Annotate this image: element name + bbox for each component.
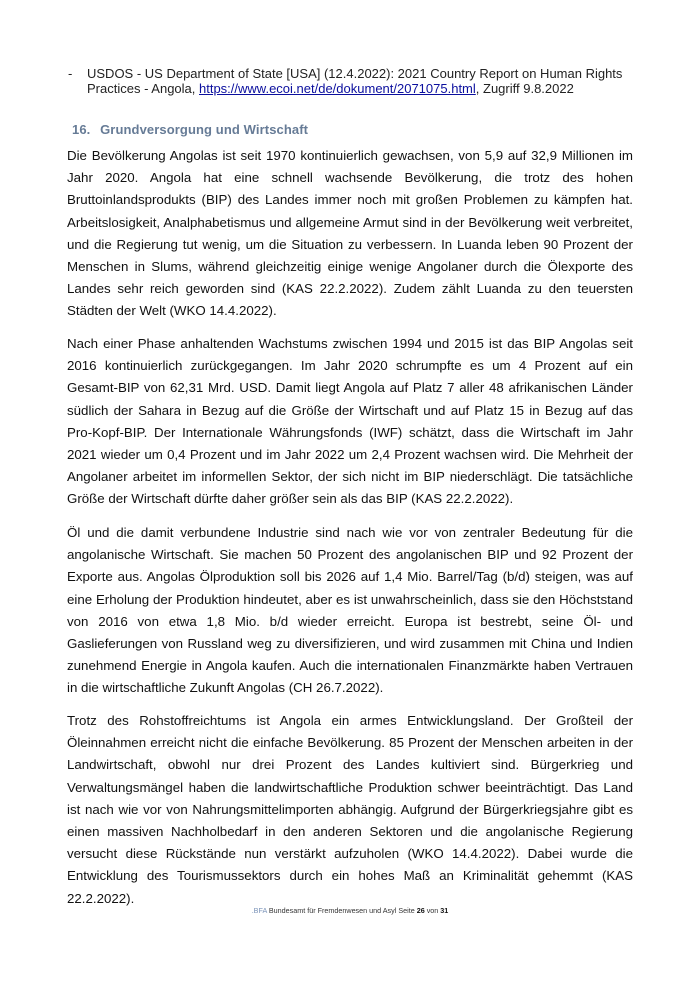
list-bullet: - bbox=[68, 66, 73, 81]
page-number-separator: von bbox=[424, 906, 441, 915]
source-citation: USDOS - US Department of State [USA] (12.4.2022): 2021 Country Report on Human Rights Practices - Angola, bbox=[87, 66, 623, 96]
footer-org-text: Bundesamt für Fremdenwesen und Asyl Seite bbox=[266, 906, 417, 915]
page-number-current: 26 bbox=[416, 906, 425, 915]
body-paragraph: Trotz des Rohstoffreichtums ist Angola ein armes Entwicklungsland. Der Großteil der Öleinnahmen erreicht nicht die einfache Bevölkerung. 85 Prozent der Menschen arbeiten in der Landwirtschaft, obwohl nur drei Prozent des Landes kultiviert sind. Bürgerkrieg und Verwaltungsmängel haben die landwirtschaftliche Produktion schwer beeinträchtigt. Das Land ist nach wie vor von Nahrungsmittelimporten abhängig. Aufgrund der Bürgerkriegsjahre gibt es einen massiven Nachholbedarf in den anderen Sektoren und die angolanische Regierung versucht diese Rückstände nun verstärkt aufzuholen (WKO 14.4.2022). Dabei wurde die Entwicklung des Tourismussektors durch ein hohes Maß an Kriminalität gehemmt (KAS 22.2.2022). bbox=[67, 713, 633, 906]
bfa-logo: .BFA bbox=[251, 906, 267, 915]
source-list bbox=[68, 66, 638, 96]
source-item bbox=[68, 66, 638, 96]
body-paragraph: Öl und die damit verbundene Industrie sind nach wie vor von zentraler Bedeutung für die angolanische Wirtschaft. Sie machen 50 Prozent des angolanischen BIP und 92 Prozent der Exporte aus. Angolas Ölproduktion soll bis 2026 auf 1,4 Mio. Barrel/Tag (b/d) steigen, was auf eine Erholung der Produktion hindeutet, aber es ist unwahrscheinlich, dass sie den Höchststand von 2016 von etwa 1,8 Mio. b/d wieder erreicht. Europa ist bestrebt, seine Öl- und Gaslieferungen von Russland weg zu diversifizieren, und wird zusammen mit China und Indien zunehmend Energie in Angola kaufen. Auch die internationalen Finanzmärkte haben Vertrauen in die wirtschaftliche Zukunft Angolas (CH 26.7.2022). bbox=[67, 525, 633, 696]
body-paragraph: Die Bevölkerung Angolas ist seit 1970 kontinuierlich gewachsen, von 5,9 auf 32,9 Millionen im Jahr 2020. Angola hat eine schnell wachsende Bevölkerung, die trotz des hohen Bruttoinlandsprodukts (BIP) des Landes immer noch mit großen Problemen zu kämpfen hat. Arbeitslosigkeit, Analphabetismus und allgemeine Armut sind in der Bevölkerung weit verbreitet, und die Regierung tut wenig, um die Situation zu verbessern. In Luanda leben 90 Prozent der Menschen in Slums, während gleichzeitig einige wenige Angolaner durch die Ölexporte des Landes sehr reich geworden sind (KAS 22.2.2022). Zudem zählt Luanda zu den teuersten Städten der Welt (WKO 14.4.2022). bbox=[67, 148, 633, 319]
page-number-total: 31 bbox=[440, 906, 449, 915]
section-title: Grundversorgung und Wirtschaft bbox=[100, 122, 309, 137]
section-number: 16. bbox=[72, 122, 91, 137]
section-heading bbox=[72, 122, 308, 137]
source-link[interactable]: https://www.ecoi.net/de/dokument/2071075.html bbox=[199, 81, 476, 96]
source-access-date: , Zugriff 9.8.2022 bbox=[475, 81, 574, 96]
body-paragraph: Nach einer Phase anhaltenden Wachstums zwischen 1994 und 2015 ist das BIP Angolas seit 2016 kontinuierlich zurückgegangen. Im Jahr 2020 schrumpfte es um 4 Prozent auf ein Gesamt-BIP von 62,31 Mrd. USD. Damit liegt Angola auf Platz 7 aller 48 afrikanischen Länder südlich der Sahara in Bezug auf die Größe der Wirtschaft und auf Platz 15 in Bezug auf das Pro-Kopf-BIP. Der Internationale Währungsfonds (IWF) schätzt, dass die Wirtschaft im Jahr 2021 wieder um 0,4 Prozent und im Jahr 2022 um 2,4 Prozent wachsen wird. Die Mehrheit der Angolaner arbeitet im informellen Sektor, der sich nicht im BIP niederschlägt. Die tatsächliche Größe der Wirtschaft dürfte daher größer sein als das BIP (KAS 22.2.2022). bbox=[67, 336, 633, 507]
page-footer bbox=[0, 906, 700, 915]
